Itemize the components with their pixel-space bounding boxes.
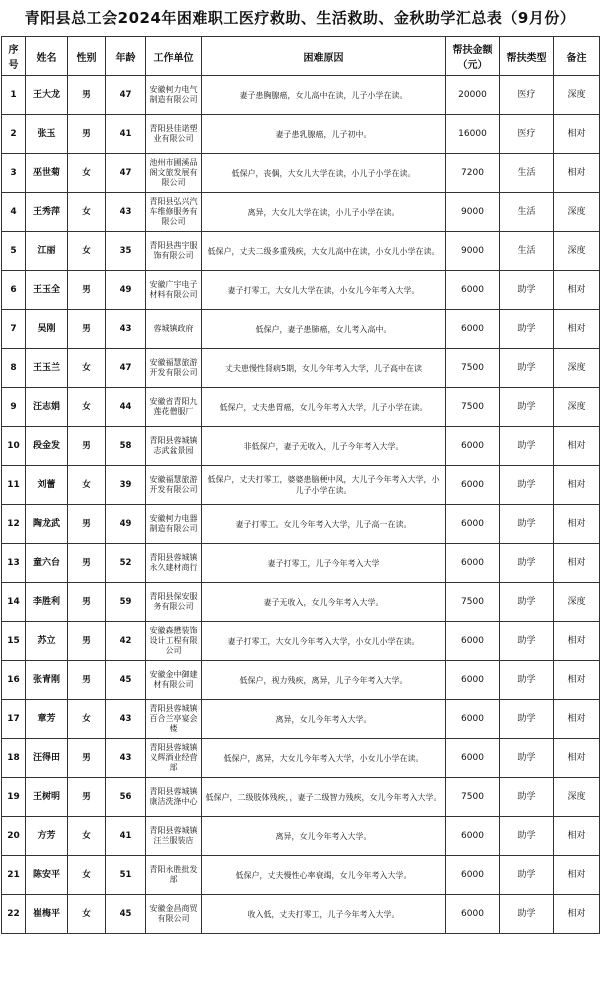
- cell-name: 陈安平: [26, 856, 68, 895]
- cell-num: 11: [2, 466, 26, 505]
- cell-age: 35: [106, 232, 146, 271]
- cell-note: 相对: [554, 505, 600, 544]
- cell-type: 医疗: [500, 115, 554, 154]
- cell-type: 助学: [500, 349, 554, 388]
- cell-type: 医疗: [500, 76, 554, 115]
- cell-reason: 丈夫患慢性肾病5期，女儿今年考入大学，儿子高中在读: [202, 349, 446, 388]
- cell-age: 47: [106, 349, 146, 388]
- cell-sex: 男: [68, 505, 106, 544]
- table-row: [2, 193, 600, 232]
- cell-name: 王玉兰: [26, 349, 68, 388]
- cell-age: 47: [106, 76, 146, 115]
- cell-unit: 安徽柯力电器制造有限公司: [146, 505, 202, 544]
- cell-reason: 低保户，离异，大女儿今年考入大学，小女儿小学在读。: [202, 739, 446, 778]
- cell-note: 相对: [554, 700, 600, 739]
- cell-sex: 女: [68, 232, 106, 271]
- cell-unit: 青阳县蓉城镇义辉酒业经营部: [146, 739, 202, 778]
- header-name: 姓名: [26, 37, 68, 76]
- cell-type: 助学: [500, 271, 554, 310]
- cell-name: 陶龙武: [26, 505, 68, 544]
- table-row: [2, 232, 600, 271]
- cell-reason: 妻子患乳腺癌，儿子初中。: [202, 115, 446, 154]
- table-row: [2, 76, 600, 115]
- table-row: [2, 778, 600, 817]
- cell-reason: 低保户，丧偶，大女儿大学在读，小儿子小学在读。: [202, 154, 446, 193]
- table-row: [2, 271, 600, 310]
- cell-name: 李胜利: [26, 583, 68, 622]
- cell-age: 59: [106, 583, 146, 622]
- cell-sex: 女: [68, 700, 106, 739]
- cell-age: 43: [106, 310, 146, 349]
- cell-note: 深度: [554, 232, 600, 271]
- cell-type: 助学: [500, 817, 554, 856]
- cell-amount: 6000: [446, 544, 500, 583]
- cell-note: 相对: [554, 856, 600, 895]
- cell-sex: 男: [68, 739, 106, 778]
- cell-num: 13: [2, 544, 26, 583]
- cell-type: 生活: [500, 193, 554, 232]
- cell-age: 51: [106, 856, 146, 895]
- cell-amount: 7500: [446, 349, 500, 388]
- cell-num: 12: [2, 505, 26, 544]
- cell-amount: 7200: [446, 154, 500, 193]
- cell-type: 助学: [500, 700, 554, 739]
- cell-age: 56: [106, 778, 146, 817]
- cell-amount: 6000: [446, 700, 500, 739]
- cell-unit: 安徽省青阳九莲花僧服厂: [146, 388, 202, 427]
- cell-num: 20: [2, 817, 26, 856]
- cell-unit: 安徽金昌商贸有限公司: [146, 895, 202, 934]
- cell-age: 49: [106, 271, 146, 310]
- cell-age: 44: [106, 388, 146, 427]
- cell-reason: 离异，女儿今年考入大学。: [202, 817, 446, 856]
- cell-reason: 低保户，丈夫打零工，婆婆患脑梗中风，大儿子今年考入大学，小儿子小学在读。: [202, 466, 446, 505]
- cell-unit: 青阳永胜批发部: [146, 856, 202, 895]
- cell-unit: 青阳县弘兴汽车维修服务有限公司: [146, 193, 202, 232]
- cell-sex: 男: [68, 271, 106, 310]
- cell-name: 巫世菊: [26, 154, 68, 193]
- cell-unit: 安徽广宇电子材料有限公司: [146, 271, 202, 310]
- cell-sex: 男: [68, 115, 106, 154]
- cell-type: 生活: [500, 232, 554, 271]
- cell-num: 17: [2, 700, 26, 739]
- cell-name: 段金发: [26, 427, 68, 466]
- cell-age: 52: [106, 544, 146, 583]
- cell-amount: 6000: [446, 427, 500, 466]
- cell-note: 相对: [554, 271, 600, 310]
- table-row: [2, 700, 600, 739]
- table-row: [2, 895, 600, 934]
- cell-num: 21: [2, 856, 26, 895]
- cell-unit: 池州市圃溪品阁文旅发展有限公司: [146, 154, 202, 193]
- cell-sex: 女: [68, 895, 106, 934]
- cell-unit: 青阳县蓉城镇康洁洗涤中心: [146, 778, 202, 817]
- cell-num: 5: [2, 232, 26, 271]
- cell-reason: 低保户，丈夫患胃癌，女儿今年考入大学，儿子小学在读。: [202, 388, 446, 427]
- cell-sex: 女: [68, 154, 106, 193]
- cell-amount: 6000: [446, 271, 500, 310]
- header-sex: 性别: [68, 37, 106, 76]
- table-row: [2, 349, 600, 388]
- document-title: 青阳县总工会2024年困难职工医疗救助、生活救助、金秋助学汇总表（9月份）: [24, 9, 576, 27]
- cell-name: 吴刚: [26, 310, 68, 349]
- cell-name: 章芳: [26, 700, 68, 739]
- cell-sex: 男: [68, 583, 106, 622]
- cell-num: 19: [2, 778, 26, 817]
- cell-type: 助学: [500, 661, 554, 700]
- cell-reason: 低保户，视力残疾，离异，儿子今年考入大学。: [202, 661, 446, 700]
- cell-name: 王大龙: [26, 76, 68, 115]
- cell-name: 童六台: [26, 544, 68, 583]
- cell-sex: 男: [68, 76, 106, 115]
- cell-age: 45: [106, 895, 146, 934]
- cell-age: 58: [106, 427, 146, 466]
- cell-reason: 妻子无收入，女儿今年考入大学。: [202, 583, 446, 622]
- cell-note: 深度: [554, 388, 600, 427]
- cell-name: 张玉: [26, 115, 68, 154]
- cell-type: 助学: [500, 310, 554, 349]
- cell-sex: 女: [68, 466, 106, 505]
- cell-num: 14: [2, 583, 26, 622]
- cell-note: 相对: [554, 466, 600, 505]
- cell-type: 助学: [500, 466, 554, 505]
- cell-unit: 青阳县茜宇服饰有限公司: [146, 232, 202, 271]
- cell-unit: 安徽柯力电气制造有限公司: [146, 76, 202, 115]
- cell-note: 相对: [554, 895, 600, 934]
- cell-amount: 6000: [446, 739, 500, 778]
- cell-amount: 6000: [446, 895, 500, 934]
- cell-amount: 6000: [446, 856, 500, 895]
- cell-reason: 妻子打零工，大女儿大学在读，小女儿今年考入大学。: [202, 271, 446, 310]
- cell-reason: 妻子打零工，大女儿今年考入大学，小女儿小学在读。: [202, 622, 446, 661]
- cell-note: 相对: [554, 817, 600, 856]
- cell-note: 相对: [554, 661, 600, 700]
- cell-name: 刘蕾: [26, 466, 68, 505]
- cell-type: 助学: [500, 622, 554, 661]
- cell-amount: 6000: [446, 817, 500, 856]
- cell-type: 助学: [500, 505, 554, 544]
- cell-type: 助学: [500, 778, 554, 817]
- cell-num: 2: [2, 115, 26, 154]
- cell-age: 43: [106, 739, 146, 778]
- cell-name: 方芳: [26, 817, 68, 856]
- cell-age: 47: [106, 154, 146, 193]
- table-row: [2, 856, 600, 895]
- cell-age: 43: [106, 193, 146, 232]
- cell-num: 7: [2, 310, 26, 349]
- cell-type: 助学: [500, 739, 554, 778]
- cell-note: 相对: [554, 427, 600, 466]
- cell-sex: 女: [68, 817, 106, 856]
- table-row: [2, 622, 600, 661]
- cell-num: 1: [2, 76, 26, 115]
- cell-num: 3: [2, 154, 26, 193]
- cell-note: 深度: [554, 76, 600, 115]
- cell-age: 42: [106, 622, 146, 661]
- cell-reason: 低保户，丈夫慢性心率衰竭，女儿今年考入大学。: [202, 856, 446, 895]
- table-row: [2, 427, 600, 466]
- cell-unit: 蓉城镇政府: [146, 310, 202, 349]
- cell-num: 8: [2, 349, 26, 388]
- cell-num: 10: [2, 427, 26, 466]
- table-row: [2, 739, 600, 778]
- cell-note: 相对: [554, 154, 600, 193]
- table-row: [2, 115, 600, 154]
- summary-table: [1, 36, 600, 934]
- cell-reason: 妻子打零工。女儿今年考入大学，儿子高一在读。: [202, 505, 446, 544]
- cell-note: 相对: [554, 739, 600, 778]
- table-row: [2, 388, 600, 427]
- cell-unit: 青阳县蓉城镇永久建材商行: [146, 544, 202, 583]
- cell-age: 41: [106, 817, 146, 856]
- cell-amount: 6000: [446, 505, 500, 544]
- cell-name: 汪得田: [26, 739, 68, 778]
- cell-reason: 非低保户，妻子无收入，儿子今年考入大学。: [202, 427, 446, 466]
- cell-name: 汪志娟: [26, 388, 68, 427]
- cell-age: 49: [106, 505, 146, 544]
- cell-type: 助学: [500, 856, 554, 895]
- cell-note: 深度: [554, 349, 600, 388]
- cell-note: 深度: [554, 193, 600, 232]
- header-age: 年龄: [106, 37, 146, 76]
- cell-name: 张青刚: [26, 661, 68, 700]
- cell-name: 苏立: [26, 622, 68, 661]
- cell-sex: 男: [68, 661, 106, 700]
- cell-num: 9: [2, 388, 26, 427]
- cell-sex: 男: [68, 544, 106, 583]
- cell-name: 王秀萍: [26, 193, 68, 232]
- cell-type: 生活: [500, 154, 554, 193]
- cell-reason: 低保户，丈夫二级多重残疾，大女儿高中在读，小女儿小学在读。: [202, 232, 446, 271]
- table-row: [2, 154, 600, 193]
- table-row: [2, 661, 600, 700]
- cell-note: 相对: [554, 310, 600, 349]
- cell-sex: 男: [68, 427, 106, 466]
- cell-num: 6: [2, 271, 26, 310]
- cell-num: 4: [2, 193, 26, 232]
- cell-amount: 16000: [446, 115, 500, 154]
- cell-sex: 女: [68, 349, 106, 388]
- table-row: [2, 310, 600, 349]
- header-num: 序号: [2, 37, 26, 76]
- cell-name: 江丽: [26, 232, 68, 271]
- cell-reason: 离异，女儿今年考入大学。: [202, 700, 446, 739]
- table-row: [2, 466, 600, 505]
- cell-reason: 妻子打零工，儿子今年考入大学: [202, 544, 446, 583]
- cell-amount: 20000: [446, 76, 500, 115]
- cell-sex: 女: [68, 856, 106, 895]
- cell-unit: 安徽金中御建材有限公司: [146, 661, 202, 700]
- cell-num: 15: [2, 622, 26, 661]
- cell-amount: 7500: [446, 583, 500, 622]
- header-type: 帮扶类型: [500, 37, 554, 76]
- cell-unit: 安徽福慧旅游开发有限公司: [146, 349, 202, 388]
- table-header-row: [2, 37, 600, 76]
- cell-amount: 7500: [446, 778, 500, 817]
- cell-amount: 9000: [446, 193, 500, 232]
- cell-note: 相对: [554, 544, 600, 583]
- cell-age: 39: [106, 466, 146, 505]
- cell-num: 16: [2, 661, 26, 700]
- cell-sex: 男: [68, 622, 106, 661]
- cell-type: 助学: [500, 388, 554, 427]
- cell-sex: 女: [68, 193, 106, 232]
- cell-unit: 青阳县蓉城镇百合兰亭宴会楼: [146, 700, 202, 739]
- cell-sex: 男: [68, 310, 106, 349]
- cell-amount: 7500: [446, 388, 500, 427]
- cell-note: 深度: [554, 778, 600, 817]
- header-unit: 工作单位: [146, 37, 202, 76]
- cell-reason: 收入低，丈夫打零工，儿子今年考入大学。: [202, 895, 446, 934]
- cell-num: 22: [2, 895, 26, 934]
- cell-reason: 低保户，妻子患肺癌，女儿考入高中。: [202, 310, 446, 349]
- cell-amount: 6000: [446, 466, 500, 505]
- table-row: [2, 817, 600, 856]
- header-note: 备注: [554, 37, 600, 76]
- table-row: [2, 544, 600, 583]
- cell-unit: 青阳县蓉城镇志武盆景园: [146, 427, 202, 466]
- cell-note: 相对: [554, 622, 600, 661]
- cell-unit: 青阳县保安服务有限公司: [146, 583, 202, 622]
- cell-amount: 9000: [446, 232, 500, 271]
- cell-unit: 青阳县蓉城镇汪兰服装店: [146, 817, 202, 856]
- cell-name: 崔梅平: [26, 895, 68, 934]
- cell-reason: 妻子患胸腺癌，女儿高中在读，儿子小学在读。: [202, 76, 446, 115]
- cell-age: 45: [106, 661, 146, 700]
- header-amount: 帮扶金额（元）: [446, 37, 500, 76]
- cell-reason: 低保户，二级肢体残疾，，妻子二级智力残疾，女儿今年考入大学。: [202, 778, 446, 817]
- table-row: [2, 505, 600, 544]
- cell-type: 助学: [500, 544, 554, 583]
- cell-num: 18: [2, 739, 26, 778]
- cell-amount: 6000: [446, 310, 500, 349]
- cell-sex: 男: [68, 778, 106, 817]
- header-reason: 困难原因: [202, 37, 446, 76]
- cell-age: 41: [106, 115, 146, 154]
- cell-name: 王玉全: [26, 271, 68, 310]
- cell-unit: 安徽森懋装饰设计工程有限公司: [146, 622, 202, 661]
- cell-age: 43: [106, 700, 146, 739]
- cell-note: 深度: [554, 583, 600, 622]
- cell-unit: 安徽福慧旅游开发有限公司: [146, 466, 202, 505]
- cell-sex: 女: [68, 388, 106, 427]
- cell-reason: 离异，大女儿大学在读，小儿子小学在读。: [202, 193, 446, 232]
- cell-type: 助学: [500, 895, 554, 934]
- cell-amount: 6000: [446, 661, 500, 700]
- cell-amount: 6000: [446, 622, 500, 661]
- cell-type: 助学: [500, 427, 554, 466]
- cell-type: 助学: [500, 583, 554, 622]
- cell-unit: 青阳县佳诺塑业有限公司: [146, 115, 202, 154]
- cell-note: 相对: [554, 115, 600, 154]
- cell-name: 王树明: [26, 778, 68, 817]
- table-row: [2, 583, 600, 622]
